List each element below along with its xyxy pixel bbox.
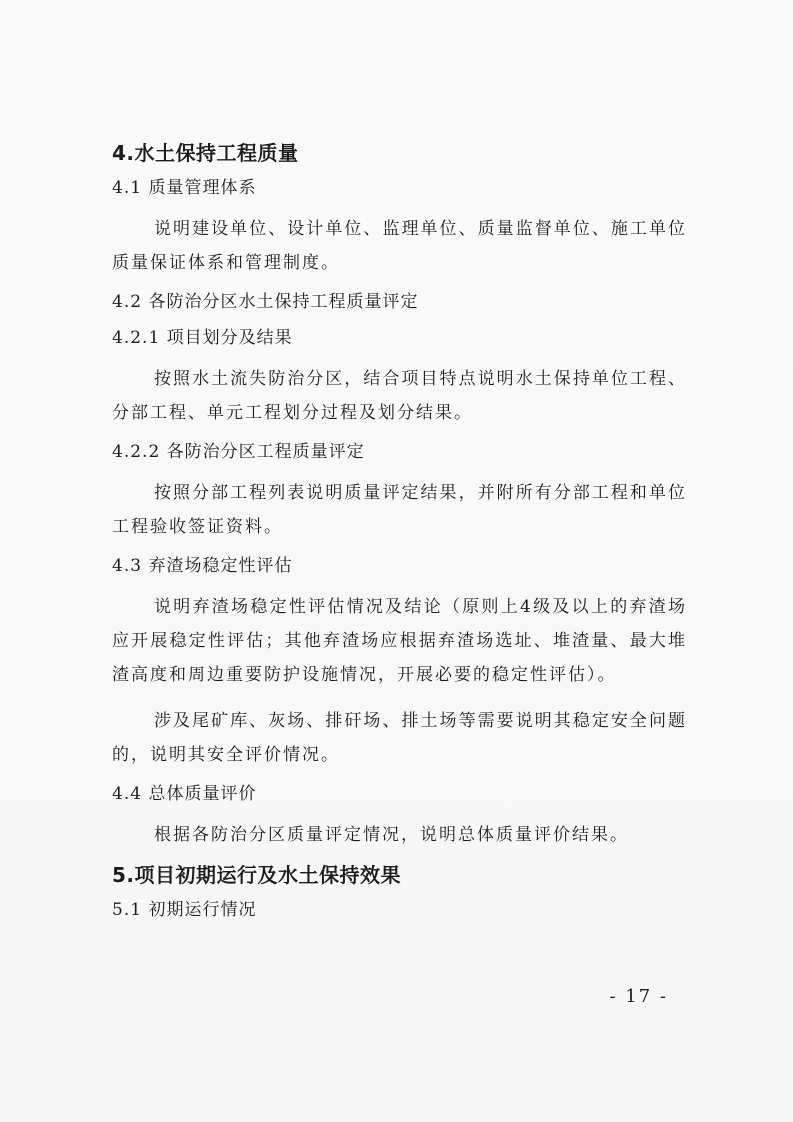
page-footer (0, 986, 793, 1010)
subsection-heading-4-2: 4.2 各防治分区水土保持工程质量评定 (112, 292, 419, 312)
subsection-heading-4-4: 4.4 总体质量评价 (112, 784, 257, 804)
subsection-heading-4-2-2: 4.2.2 各防治分区工程质量评定 (112, 442, 365, 462)
paragraph-4-2-2: 按照分部工程列表说明质量评定结果，并附所有分部工程和单位工程验收签证资料。 (112, 483, 687, 537)
subsection-heading-4-2-1: 4.2.1 项目划分及结果 (112, 328, 293, 348)
subsection-heading-4-3: 4.3 弃渣场稳定性评估 (112, 556, 293, 576)
paragraph-4-3-b: 涉及尾矿库、灰场、排矸场、排土场等需要说明其稳定安全问题的，说明其安全评价情况。 (112, 711, 687, 765)
page-number: - 17 - (609, 986, 668, 1007)
section-heading-4: 4.水土保持工程质量 (112, 141, 299, 165)
section-heading-5: 5.项目初期运行及水土保持效果 (112, 863, 402, 887)
paragraph-4-3-a: 说明弃渣场稳定性评估情况及结论（原则上4级及以上的弃渣场应开展稳定性评估；其他弃渣场应根据弃渣场选址、堆渣量、最大堆渣高度和周边重要防护设施情况，开展必要的稳定性评估）。 (112, 597, 687, 685)
subsection-heading-5-1: 5.1 初期运行情况 (112, 900, 257, 920)
paragraph-4-4: 根据各防治分区质量评定情况，说明总体质量评价结果。 (154, 825, 629, 845)
subsection-heading-4-1: 4.1 质量管理体系 (112, 178, 257, 198)
paragraph-4-1: 说明建设单位、设计单位、监理单位、质量监督单位、施工单位质量保证体系和管理制度。 (112, 219, 687, 273)
paragraph-4-2-1: 按照水土流失防治分区，结合项目特点说明水土保持单位工程、分部工程、单元工程划分过程及划分结果。 (112, 369, 687, 423)
document-body (112, 140, 687, 934)
